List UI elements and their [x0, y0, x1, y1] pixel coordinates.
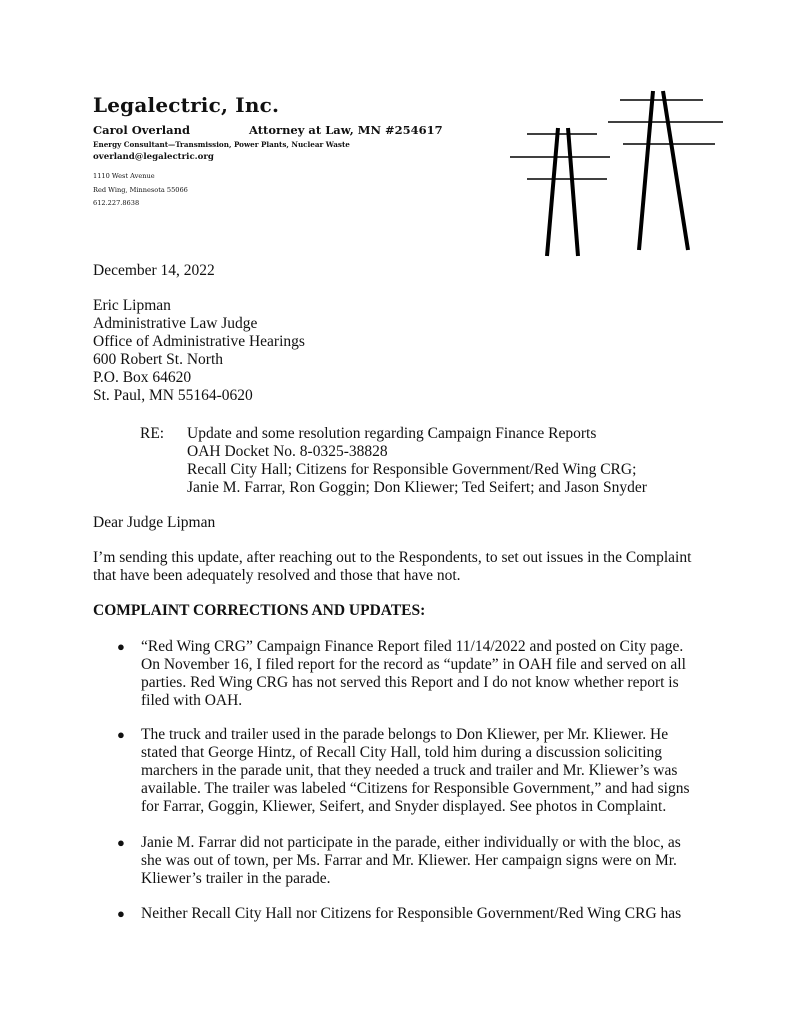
addressee-line: P.O. Box 64620: [93, 369, 192, 386]
transmission-towers-icon: [505, 88, 725, 268]
email-address: overland@legalectric.org: [93, 152, 214, 162]
bullet-line: Kliewer’s trailer in the parade.: [141, 870, 331, 887]
addressee-line: Administrative Law Judge: [93, 315, 258, 332]
bullet-dot-icon: ●: [117, 727, 125, 742]
phone-number: 612.227.8638: [93, 199, 140, 207]
re-label: RE:: [140, 425, 165, 442]
bullet-line: for Farrar, Goggin, Kliewer, Seifert, and Snyder displayed. See photos in Complaint.: [141, 798, 667, 815]
re-line: Recall City Hall; Citizens for Responsible Government/Red Wing CRG;: [187, 461, 637, 478]
bullet-line: stated that George Hintz, of Recall City Hall, told him during a discussion soliciting: [141, 744, 663, 761]
bullet-line: “Red Wing CRG” Campaign Finance Report filed 11/14/2022 and posted on City page.: [141, 638, 684, 655]
bullet-line: she was out of town, per Ms. Farrar and Mr. Kliewer. Her campaign signs were on Mr.: [141, 852, 677, 869]
intro-line: I’m sending this update, after reaching out to the Respondents, to set out issues in the Complaint: [93, 549, 692, 566]
re-line: Janie M. Farrar, Ron Goggin; Don Kliewer; Ted Seifert; and Jason Snyder: [187, 479, 647, 496]
re-line: OAH Docket No. 8-0325-38828: [187, 443, 388, 460]
intro-line: that have been adequately resolved and those that have not.: [93, 567, 461, 584]
company-name: Legalectric, Inc.: [93, 93, 280, 117]
city-address: Red Wing, Minnesota 55066: [93, 186, 188, 194]
bullet-line: parties. Red Wing CRG has not served this Report and I do not know whether report is: [141, 674, 679, 691]
intro-paragraph: [93, 549, 691, 585]
bullet-line: On November 16, I filed report for the record as “update” in OAH file and served on all: [141, 656, 686, 673]
addressee-line: Eric Lipman: [93, 297, 171, 314]
re-subject: [187, 425, 647, 497]
bullet-line: filed with OAH.: [141, 692, 243, 709]
bullet-dot-icon: ●: [117, 639, 125, 654]
addressee-block: [93, 297, 305, 405]
bullet-dot-icon: ●: [117, 835, 125, 850]
bullet-line: Janie M. Farrar did not participate in the parade, either individually or with the bloc, as: [141, 834, 681, 851]
re-line: Update and some resolution regarding Campaign Finance Reports: [187, 425, 597, 442]
letter-date: December 14, 2022: [93, 262, 215, 279]
addressee-line: St. Paul, MN 55164-0620: [93, 387, 253, 404]
tagline: Energy Consultant—Transmission, Power Plants, Nuclear Waste: [93, 140, 350, 149]
addressee-line: Office of Administrative Hearings: [93, 333, 305, 350]
bullet-line: available. The trailer was labeled “Citizens for Responsible Government,” and had signs: [141, 780, 690, 797]
attorney-name: Carol Overland: [93, 123, 191, 137]
bullet-line: The truck and trailer used in the parade belongs to Don Kliewer, per Mr. Kliewer. He: [141, 726, 669, 743]
attorney-title: Attorney at Law, MN #254617: [249, 123, 443, 137]
addressee-line: 600 Robert St. North: [93, 351, 224, 368]
bullet-dot-icon: ●: [117, 906, 125, 921]
section-heading: COMPLAINT CORRECTIONS AND UPDATES:: [93, 602, 426, 619]
bullet-line: Neither Recall City Hall nor Citizens for Responsible Government/Red Wing CRG has: [141, 905, 682, 922]
street-address: 1110 West Avenue: [93, 172, 155, 180]
salutation: Dear Judge Lipman: [93, 514, 216, 531]
attorney-line: [93, 123, 443, 137]
bullet-line: marchers in the parade unit, that they needed a truck and trailer and Mr. Kliewer’s was: [141, 762, 678, 779]
